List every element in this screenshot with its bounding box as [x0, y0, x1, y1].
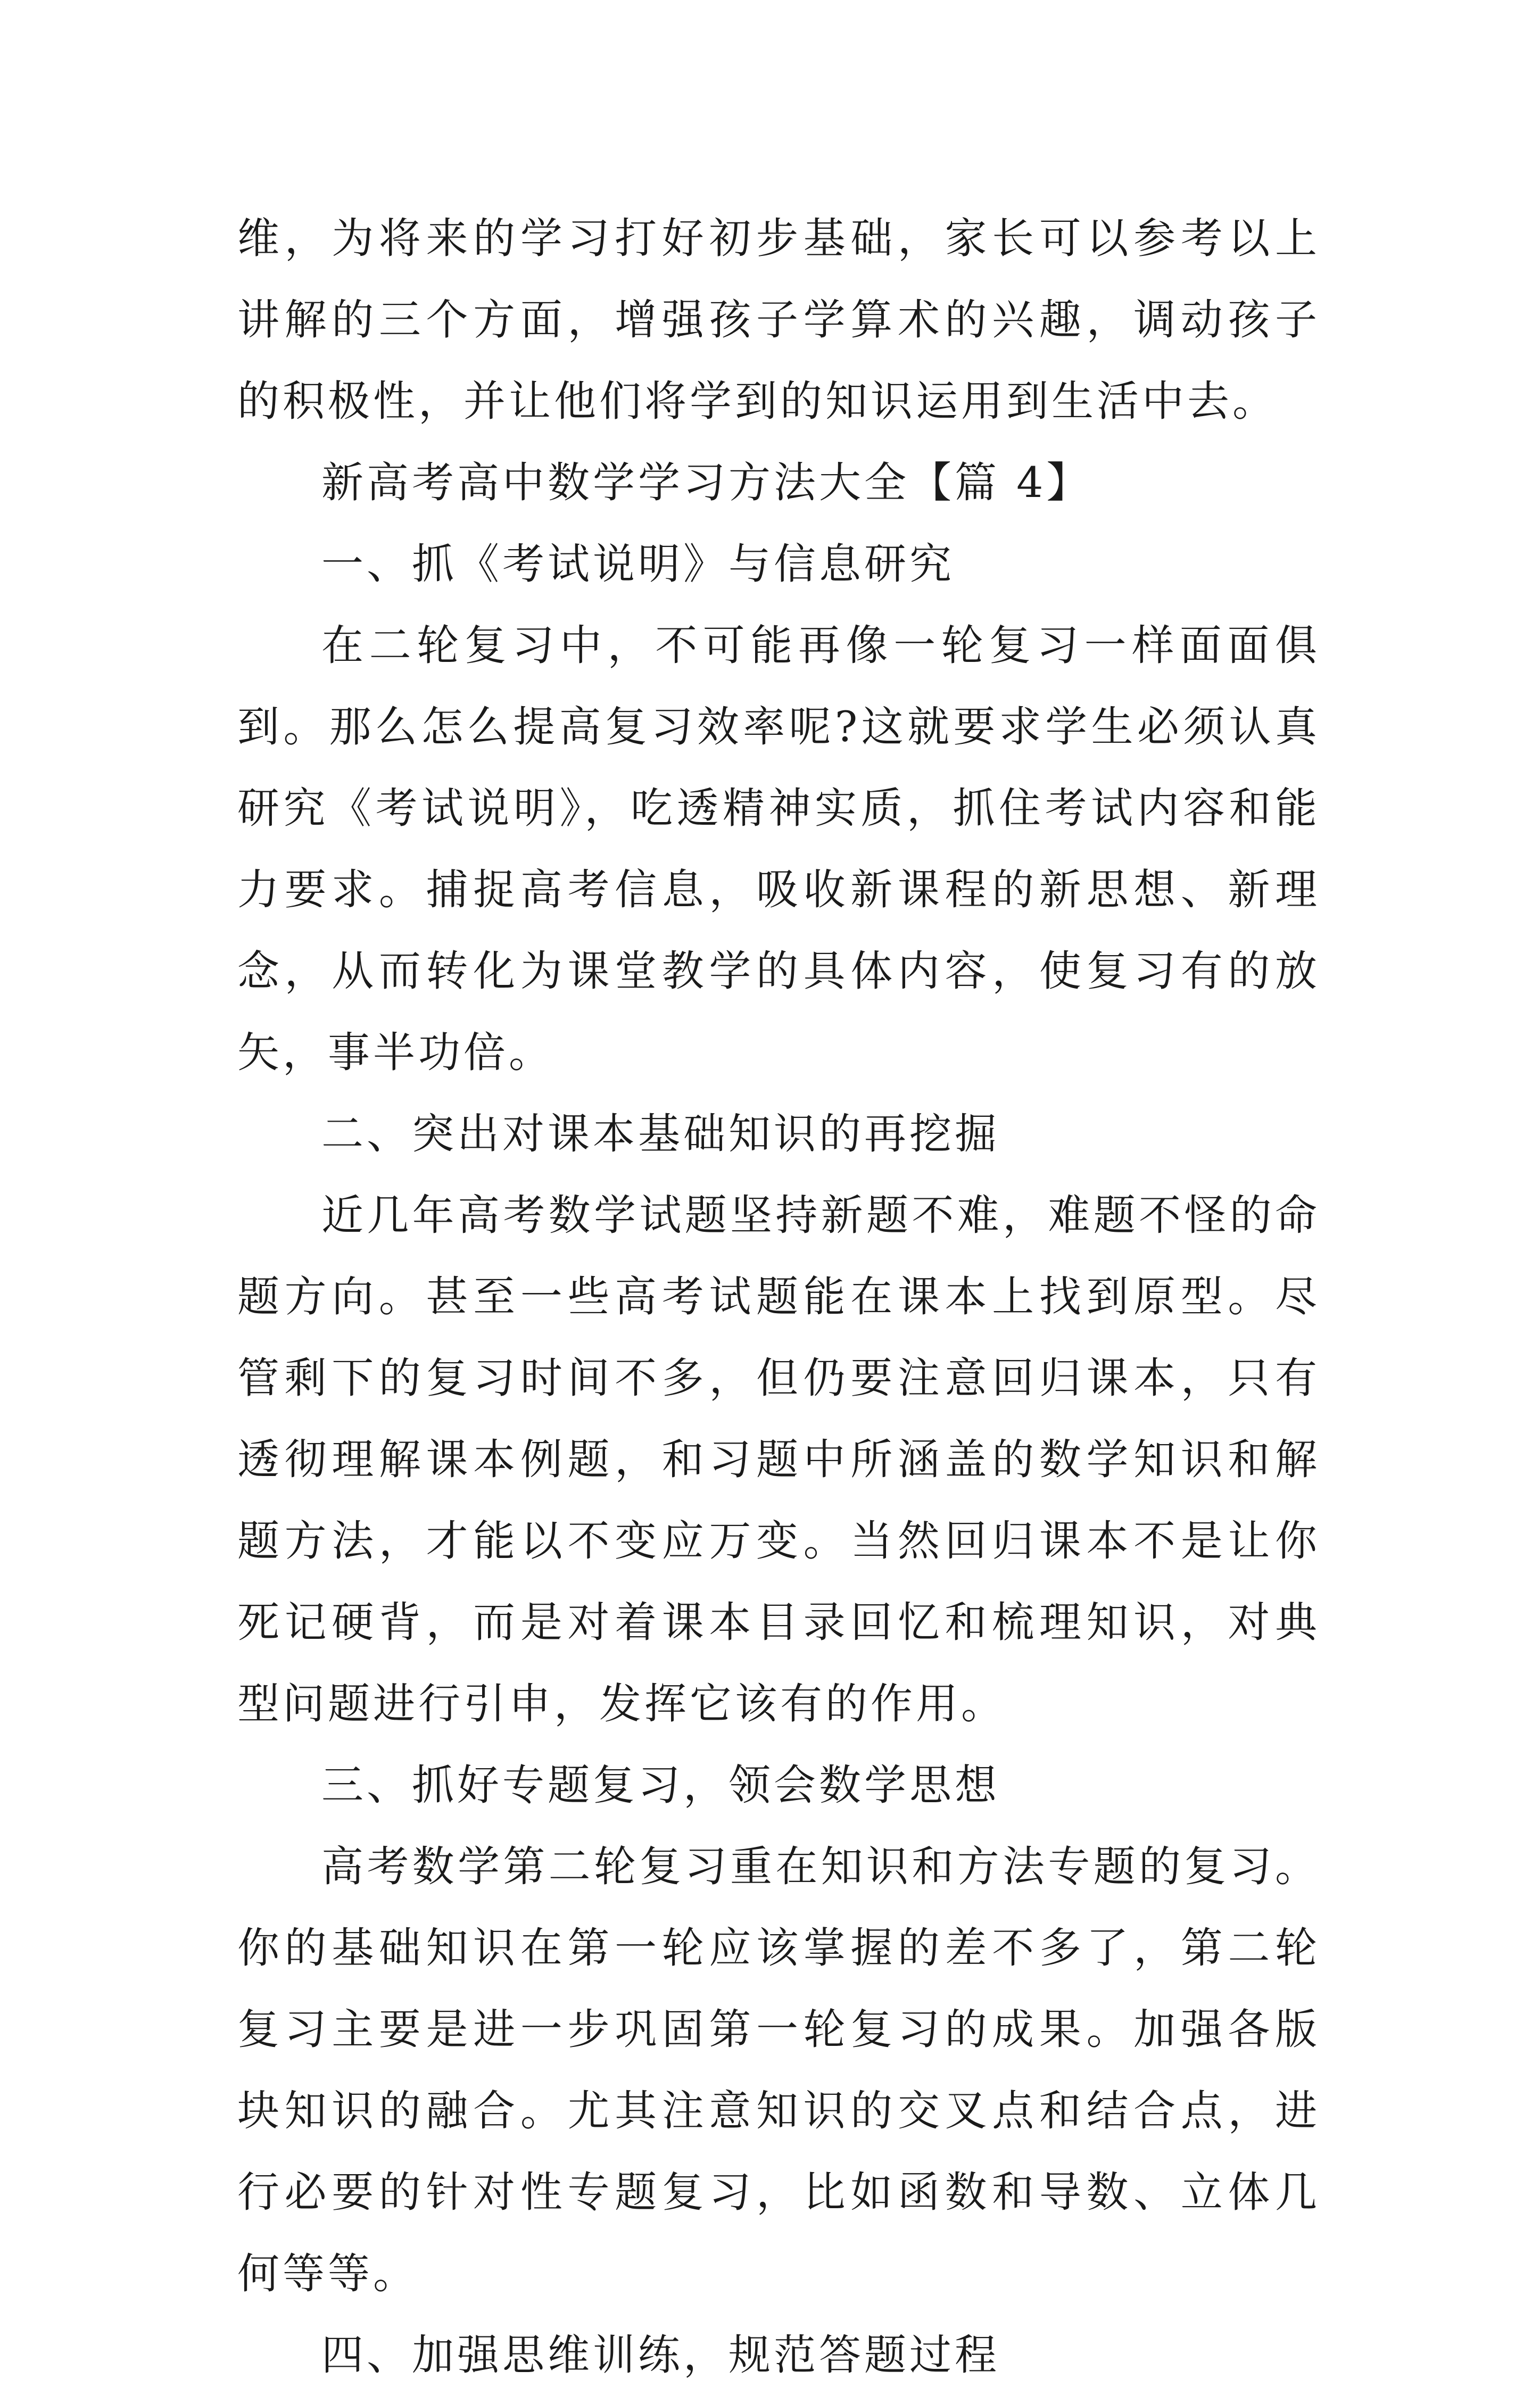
paragraph-1: 在二轮复习中，不可能再像一轮复习一样面面俱到。那么怎么提高复习效率呢?这就要求学生必须认真研究《考试说明》，吃透精神实质，抓住考试内容和能力要求。捕捉高考信息，吸收新课程的新思想、新理念，从而转化为课堂教学的具体内容，使复习有的放矢，事半功倍。	[237, 621, 1320, 1077]
document-body	[237, 198, 1320, 2396]
subheading-1: 一、抓《考试说明》与信息研究	[321, 540, 955, 588]
paragraph-continuation: 维，为将来的学习打好初步基础，家长可以参考以上讲解的三个方面，增强孩子学算术的兴趣，调动孩子的积极性，并让他们将学到的知识运用到生活中去。	[237, 214, 1320, 426]
paragraph-3: 高考数学第二轮复习重在知识和方法专题的复习。你的基础知识在第一轮应该掌握的差不多了，第二轮复习主要是进一步巩固第一轮复习的成果。加强各版块知识的融合。尤其注意知识的交叉点和结合点，进行必要的针对性专题复习，比如函数和导数、立体几何等等。	[237, 1842, 1320, 2298]
subheading-2: 二、突出对课本基础知识的再挖掘	[321, 1109, 1000, 1158]
paragraph-2: 近几年高考数学试题坚持新题不难，难题不怪的命题方向。甚至一些高考试题能在课本上找到原型。尽管剩下的复习时间不多，但仍要注意回归课本，只有透彻理解课本例题，和习题中所涵盖的数学知识和解题方法，才能以不变应万变。当然回归课本不是让你死记硬背，而是对着课本目录回忆和梳理知识，对典型问题进行引申，发挥它该有的作用。	[237, 1191, 1320, 1728]
subheading-4: 四、加强思维训练，规范答题过程	[321, 2331, 1000, 2380]
section-title-part-4: 新高考高中数学学习方法大全【篇 4】	[321, 458, 1092, 507]
subheading-3: 三、抓好专题复习，领会数学思想	[321, 1761, 1000, 1810]
